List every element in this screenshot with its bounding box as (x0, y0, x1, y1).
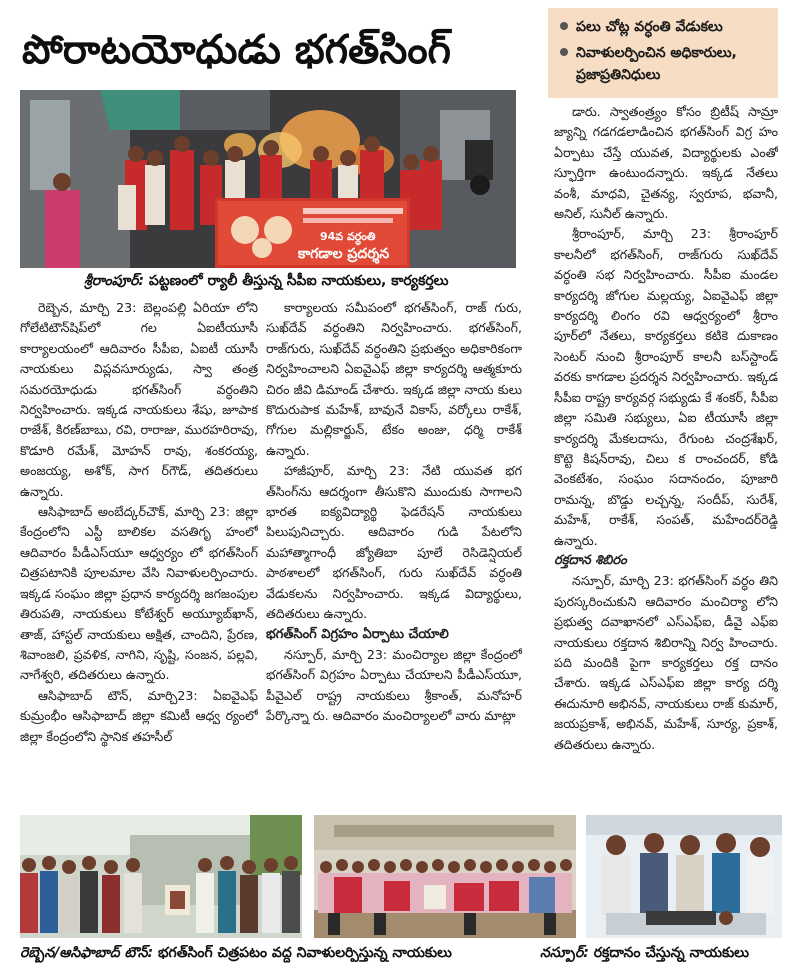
caption-place: రెబ్బెన/ఆసిఫాబాద్ టౌన్: (20, 945, 154, 961)
article-column-1 (20, 298, 258, 810)
paragraph: నస్పూర్, మార్చి 23: మంచిర్యాల జిల్లా కేంద్రంలో భగత్‌సింగ్ విగ్రహం ఏర్పాటు చేయాలని పీడీఎస్‌యూ, పీవైఎల్ రాష్ట్ర నాయకులు శ్రీకాంత్, మనోహర్ పేర్కొన్నా రు. ఆదివారం మంచిర్యాలలో వారు మాట్లా (266, 646, 522, 724)
bottom-caption-right (540, 942, 790, 964)
article-column-2 (266, 298, 522, 810)
top-photo-caption (84, 270, 524, 292)
protest-photo (314, 815, 576, 938)
headline: పోరాటయోధుడు భగత్‌సింగ్ (22, 27, 451, 73)
paragraph: రెబ్బెన, మార్చి 23: బెల్లంపల్లి ఏరియా లోని గోలేటిటౌన్‌షిప్‌లో గల ఏఐటీయూసీ కార్యాలయంలో ఆదివారం సీపీఐ, ఏఐటీ యూసీ నాయకులు విప్లవసూర్యుడు, స్వా తంత్ర సమరయోధుడు భగత్‌సింగ్ వర్ధంతిని నిర్వహించారు. ఇక్కడ నాయకులు శేషు, జూపాక రాజేశ్, కిరణ్‌బాబు, రవి, రారాజు, మురహరిరావు, కొడూరి రమేశ్, మోహన్ రావు, శంకరయ్య, అంజయ్య, అశోక్, సాగ ర్‌గౌడ్, తదితరులు ఉన్నారు. (20, 300, 258, 499)
paragraph: డారు. స్వాతంత్ర్యం కోసం బ్రిటీష్ సామ్రా జ్యాన్ని గడగడలాడించిన భగత్‌సింగ్ విగ్ర హం ఏర్పాటు చేస్తే యువత, విద్యార్థులకు ఎంతో స్ఫూర్తిగా ఉంటుందన్నారు. ఇక్కడ నేతలు వంశీ, మాధవి, చైతన్య, స్వరూప, భవానీ, అనిల్, సునీల్ ఉన్నారు. (554, 104, 778, 222)
banner-line-1: 94వ వర్ధంతి (320, 230, 376, 243)
banner-line-2: కాగడాల ప్రదర్శన (298, 246, 390, 262)
blood-donation-photo (586, 815, 782, 938)
caption-text: రక్తదానం చేస్తున్న నాయకులు (588, 945, 749, 961)
paragraph: హాజీపూర్, మార్చి 23: నేటి యువత భగ త్‌సింగ్‌ను ఆదర్శంగా తీసుకొని ముందుకు సాగాలని భారత ఐక్యవిద్యార్థి ఫెడరేషన్ నాయకులు పిలుపునిచ్చారు. ఆదివారం గుడి పేటలోని మహాత్మాగాంధీ జ్యోతిబా పూలే రెసిడెన్షియల్ పాఠశాలలో భగత్‌సింగ్, గురు సుఖ్‌దేవ్ వర్ధంతి వేడుకలను నిర్వహించారు. ఇక్కడ విద్యార్థులు, తదితరులు ఉన్నారు. (266, 463, 522, 622)
highlight-item (560, 42, 770, 86)
bullet-icon (560, 48, 568, 56)
subhead: రక్తదాన శిబిరం (554, 552, 627, 568)
caption-text: భగత్‌సింగ్ చిత్రపటం వద్ద నివాళులర్పిస్తున్న నాయకులు (153, 945, 452, 961)
caption-text: పట్టణంలో ర్యాలీ తీస్తున్న సీపీఐ నాయకులు, కార్యకర్తలు (144, 273, 449, 289)
paragraph: నస్పూర్, మార్చి 23: భగత్‌సింగ్ వర్ధం తిని పురస్కరించుకుని ఆదివారం మంచిర్యా లోని ప్రభుత్వ దవాఖానలో ఎస్‌ఎఫ్ఐ, డీవై ఎఫ్ఐ నాయకులు రక్తదాన శిబిరాన్ని నిర్వ హించారు. పది మందికి పైగా కార్యకర్తలు రక్త దానం చేశారు. ఇక్కడ ఎస్‌ఎఫ్ఐ జిల్లా కార్య దర్శి ఈదునూరి అభినవ్, నాయకులు రాజ్ కుమార్, జయప్రకాశ్, అభినవ్, మహేశ్, సూర్య, ప్రకాశ్, తదితరులు ఉన్నారు. (554, 573, 778, 752)
bullet-icon (560, 22, 568, 30)
subhead: భగత్‌సింగ్ విగ్రహం ఏర్పాటు చేయాలి (266, 626, 449, 642)
highlight-text: పలు చోట్ల వర్ధంతి వేడుకలు (576, 19, 723, 35)
rally-photo (20, 90, 516, 268)
rebbena-photo (20, 815, 302, 938)
article-column-3 (554, 102, 778, 810)
paragraph: ఆసిఫాబాద్ టౌన్, మార్చి23: ఏఐవైఎఫ్ కుమ్రంభీం ఆసిఫాబాద్ జిల్లా కమిటీ ఆధ్వ ర్యంలో జిల్లా కేంద్రంలోని స్థానిక తహసీల్ (20, 687, 258, 744)
highlights-box (548, 8, 778, 98)
highlight-item (560, 16, 770, 38)
paragraph: ఆసిఫాబాద్ అంబేద్కర్‌చౌక్, మార్చి 23: జిల్లా కేంద్రంలోని ఎస్టీ బాలికల వసతిగృ హంలో ఆదివారం పీడీఎస్‌యూ ఆధ్వర్యం లో భగత్‌సింగ్ చిత్రపటానికి పూలమాల వేసి నివాళులర్పించారు. ఇక్కడ సంఘం జిల్లా ప్రధాన కార్యదర్శి జగజంపుల తిరుపతి, నాయకులు కోటేశ్వర్ అయ్యూబ్‌ఖాన్, తాజ్, హాస్టల్ నాయకులు అక్షిత, చాందిని, ప్రేరణ, శివాంజలి, ప్రవళిక, నాగిని, సృష్టి, సంజన, పల్లవి, నాగేశ్వరి, తదితరులు ఉన్నారు. (20, 504, 258, 683)
paragraph: శ్రీరాంపూర్, మార్చి 23: శ్రీరాంపూర్ కాలనీలో భగత్‌సింగ్, రాజ్‌గురు సుఖ్‌దేవ్ వర్ధంతి సభ నిర్వహించారు. సీపీఐ మండల కార్యదర్శి జోగుల మల్లయ్య, ఏఐవైఎఫ్ జిల్లా కార్యదర్శి లింగం రవి ఆధ్వర్యంలో శ్రీరాం పూర్‌లో నేతలు, కార్యకర్తలు కటికె దుకాణం సెంటర్ నుంచి శ్రీరాంపూర్ కాలనీ బస్‌స్టాండ్ వరకు కాగడాల ప్రదర్శన నిర్వహించారు. ఇక్కడ సీపీఐ రాష్ట్ర కార్యవర్గ సభ్యుడు కే శంకర్, సీపీఐ జిల్లా సమితి సభ్యులు, ఏఐ టీయూసీ జిల్లా కార్యదర్శి మేకలదాసు, రేగుంట చంద్రశేఖర్, కొట్టె కిషన్‌రావు, చిలు క రాంచందర్, కోడి వెంకటేశం, సంఘం సదానందం, పూజారి రామన్న, బొడ్డు లచ్చన్న, సందీప్, సురేశ్, మహేశ్, రాకేశ్, సంపత్, మహేందర్‌రెడ్డి ఉన్నారు. (554, 226, 778, 548)
highlight-text: నివాళులర్పించిన అధికారులు, ప్రజాప్రతినిధులు (576, 45, 737, 83)
caption-place: నస్పూర్: (540, 945, 589, 961)
bottom-caption-left (20, 942, 540, 964)
paragraph: కార్యాలయ సమీపంలో భగత్‌సింగ్, రాజ్ గురు, సుఖ్‌దేవ్ వర్ధంతిని నిర్వహించారు. భగత్‌సింగ్, రాజ్‌గురు, సుఖ్‌దేవ్ వర్ధంతిని ప్రభుత్వం అధికారికంగా నిర్వహించాలని ఏఐవైఎఫ్ జిల్లా కార్యదర్శి ఆత్మకూరు చిరం జీవి డిమాండ్ చేశారు. ఇక్కడ జిల్లా నాయ కులు కొదురుపాక మహేశ్, బావునే వికాస్, వర్కోలు రాకేశ్, గోగుల మల్లికార్జున్, టేకం అంజు, ధర్మి రాకేశ్ ఉన్నారు. (266, 300, 522, 458)
caption-place: శ్రీరాంపూర్: (84, 273, 144, 289)
